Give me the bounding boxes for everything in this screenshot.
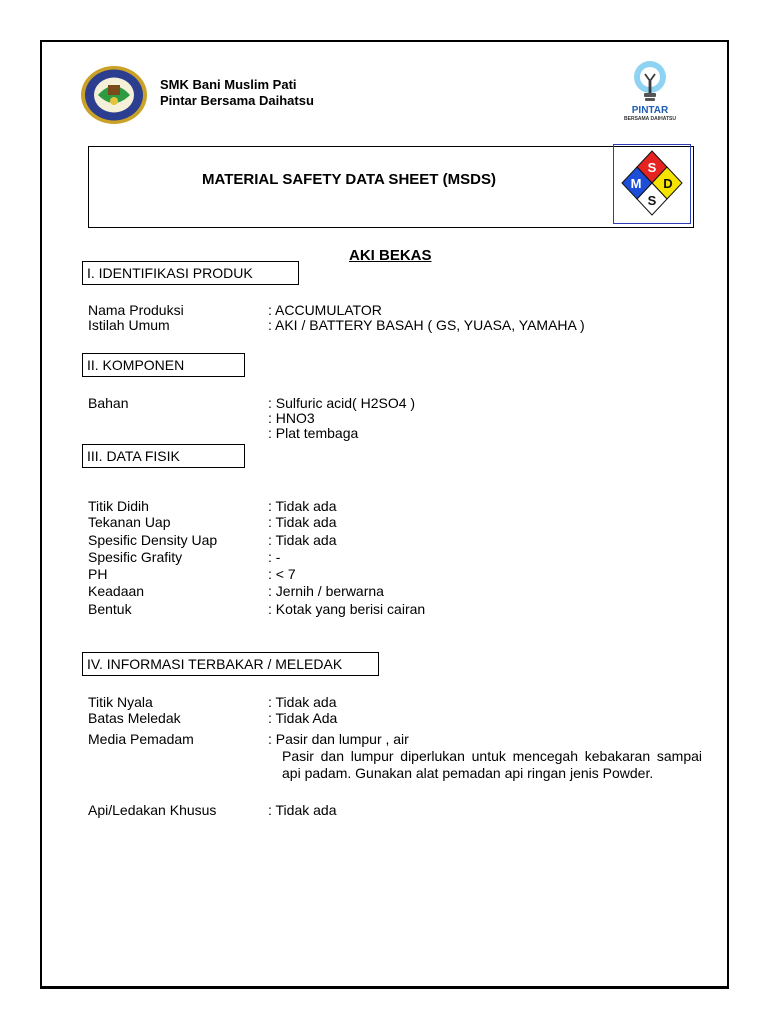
tekanan-uap-value: : Tidak ada	[268, 514, 337, 530]
subject-heading: AKI BEKAS	[349, 247, 432, 264]
ph-label: PH	[88, 566, 108, 582]
bentuk-label: Bentuk	[88, 601, 132, 617]
media-pemadam-label: Media Pemadam	[88, 731, 194, 747]
msds-letter-m: M	[630, 176, 642, 191]
api-ledakan-khusus-label: Api/Ledakan Khusus	[88, 802, 217, 818]
pintar-logo-text: PINTAR	[631, 105, 669, 116]
keadaan-value: : Jernih / berwarna	[268, 583, 384, 599]
section-data-fisik-heading: III. DATA FISIK	[82, 444, 245, 468]
spesific-density-uap-value: : Tidak ada	[268, 532, 337, 548]
bahan-value-1: : Sulfuric acid( H2SO4 )	[268, 395, 416, 411]
titik-nyala-value: : Tidak ada	[268, 694, 337, 710]
bahan-value-2: : HNO3	[268, 410, 315, 426]
keadaan-label: Keadaan	[88, 583, 145, 599]
msds-logo-frame	[613, 144, 691, 224]
bahan-value-3: : Plat tembaga	[268, 425, 359, 441]
api-ledakan-khusus-value: : Tidak ada	[268, 802, 337, 818]
school-emblem-logo	[80, 65, 148, 125]
bahan-label: Bahan	[88, 395, 129, 411]
pintar-logo	[618, 106, 682, 124]
batas-meledak-label: Batas Meledak	[88, 710, 181, 726]
title-box	[88, 146, 694, 228]
msds-letter-s-bottom: S	[647, 193, 657, 208]
section-komponen-heading: II. KOMPONEN	[82, 353, 245, 377]
tekanan-uap-label: Tekanan Uap	[88, 514, 171, 530]
media-pemadam-description: Pasir dan lumpur diperlukan untuk mencegah kebakaran sampai api padam. Gunakan alat pemadan api ringan jenis Powder.	[282, 748, 702, 781]
school-name-line2: Pintar Bersama Daihatsu	[160, 93, 314, 108]
document-title: MATERIAL SAFETY DATA SHEET (MSDS)	[202, 171, 496, 188]
section-informasi-heading: IV. INFORMASI TERBAKAR / MELEDAK	[82, 652, 379, 676]
spesific-grafity-value: : -	[268, 549, 281, 565]
msds-letter-s-top: S	[647, 160, 657, 175]
batas-meledak-value: : Tidak Ada	[268, 710, 338, 726]
ph-value: : < 7	[268, 566, 296, 582]
pintar-logo-subtext: BERSAMA DAIHATSU	[624, 116, 676, 122]
spesific-grafity-label: Spesific Grafity	[88, 549, 183, 565]
section-identifikasi-heading: I. IDENTIFIKASI PRODUK	[82, 261, 299, 285]
istilah-umum-label: Istilah Umum	[88, 317, 170, 333]
istilah-umum-value: : AKI / BATTERY BASAH ( GS, YUASA, YAMAHA )	[268, 317, 585, 333]
bentuk-value: : Kotak yang berisi cairan	[268, 601, 426, 617]
nama-produksi-value: : ACCUMULATOR	[268, 302, 382, 318]
nama-produksi-label: Nama Produksi	[88, 302, 184, 318]
lightbulb-icon	[630, 60, 670, 106]
school-name	[160, 77, 314, 109]
titik-didih-label: Titik Didih	[88, 498, 149, 514]
msds-diamond-icon	[614, 145, 690, 223]
titik-nyala-label: Titik Nyala	[88, 694, 153, 710]
spesific-density-uap-label: Spesific Density Uap	[88, 532, 218, 548]
msds-letter-d: D	[663, 176, 673, 191]
media-pemadam-value: : Pasir dan lumpur , air	[268, 731, 409, 747]
school-name-line1: SMK Bani Muslim Pati	[160, 77, 297, 92]
titik-didih-value: : Tidak ada	[268, 498, 337, 514]
